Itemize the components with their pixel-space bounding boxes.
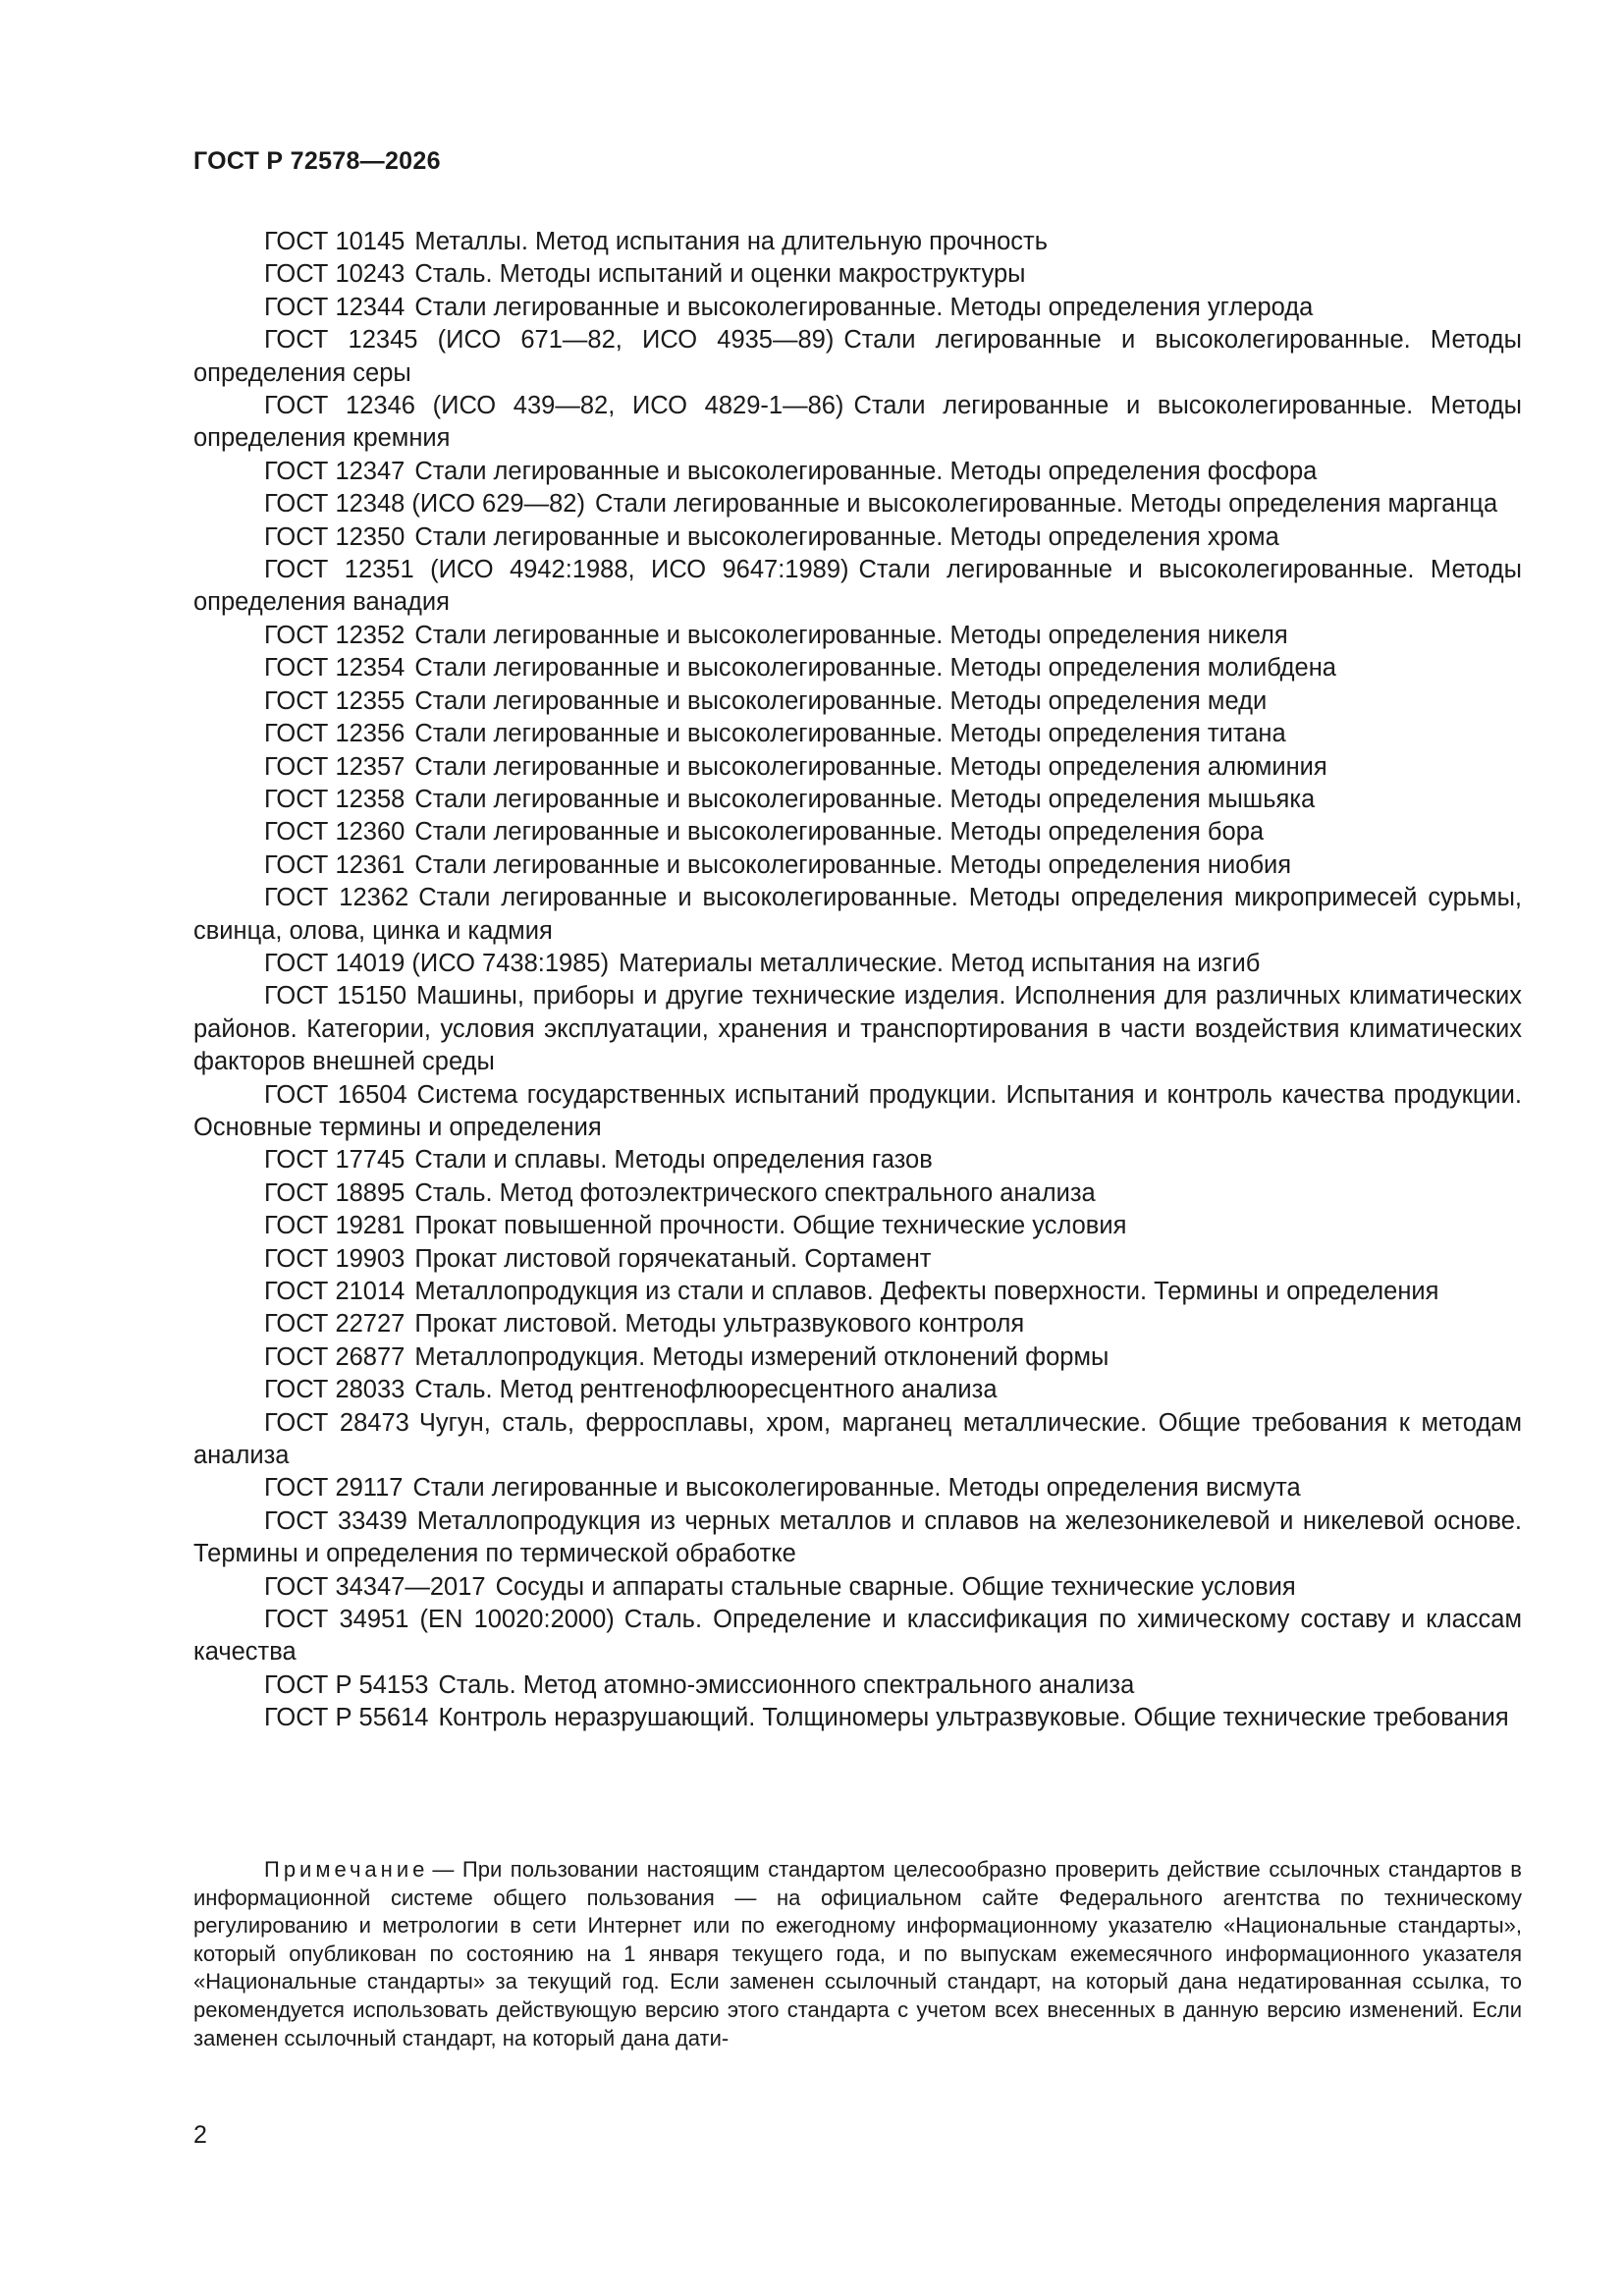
reference-title: Прокат листовой горячекатаный. Сортамент: [414, 1244, 932, 1273]
reference-title: Сталь. Метод рентгенофлюоресцентного анализа: [414, 1376, 998, 1404]
reference-item: [193, 1276, 1522, 1308]
reference-title: Стали легированные и высоколегированные. Методы определения бора: [414, 818, 1265, 847]
reference-item: [193, 1341, 1522, 1374]
reference-title: Машины, приборы и другие технические изделия. Исполнения для различных климатических районов. Категории, условия эксплуатации, хранения и транспортирования в части воздействия климатических факторов внешней среды: [193, 982, 1522, 1076]
reference-item: [193, 521, 1522, 554]
reference-title: Стали легированные и высоколегированные. Методы определения алюминия: [414, 752, 1327, 781]
reference-item: [193, 226, 1522, 258]
reference-title: Сталь. Определение и классификация по химическому составу и классам качества: [193, 1606, 1522, 1667]
reference-item: [193, 1571, 1522, 1604]
reference-code: ГОСТ 12354: [264, 654, 406, 683]
reference-item: [193, 1472, 1522, 1504]
reference-code: ГОСТ 17745: [264, 1146, 406, 1175]
reference-code: ГОСТ 12352: [264, 621, 406, 649]
reference-code: ГОСТ 19281: [264, 1212, 406, 1240]
reference-code: ГОСТ 26877: [264, 1342, 406, 1371]
reference-title: Стали легированные и высоколегированные. Методы определения фосфора: [414, 457, 1318, 485]
reference-code: ГОСТ 12351 (ИСО 4942:1988, ИСО 9647:1989): [264, 556, 849, 584]
reference-title: Стали легированные и высоколегированные. Методы определения ниобия: [414, 850, 1292, 879]
reference-code: ГОСТ 12357: [264, 752, 406, 781]
reference-code: ГОСТ 22727: [264, 1310, 406, 1339]
reference-title: Контроль неразрушающий. Толщиномеры ультразвуковые. Общие технические требования: [438, 1704, 1509, 1732]
reference-code: ГОСТ 16504: [264, 1080, 407, 1109]
reference-item: [193, 652, 1522, 684]
reference-code: ГОСТ 12344: [264, 293, 406, 321]
reference-item: [193, 948, 1522, 980]
reference-title: Стали легированные и высоколегированные. Методы определения кремния: [193, 392, 1523, 453]
reference-item: [193, 849, 1522, 882]
reference-item: [193, 685, 1522, 718]
reference-item: [193, 1407, 1522, 1473]
reference-title: Металлопродукция из стали и сплавов. Дефекты поверхности. Термины и определения: [414, 1278, 1439, 1305]
reference-title: Стали легированные и высоколегированные. Методы определения углерода: [414, 293, 1314, 321]
reference-title: Металлы. Метод испытания на длительную прочность: [414, 228, 1048, 255]
reference-title: Прокат повышенной прочности. Общие технические условия: [414, 1212, 1127, 1240]
reference-code: ГОСТ Р 54153: [264, 1670, 429, 1699]
reference-code: ГОСТ 12348 (ИСО 629—82): [264, 490, 585, 519]
reference-item: [193, 1177, 1522, 1210]
reference-code: ГОСТ 12361: [264, 850, 406, 879]
reference-title: Стали легированные и высоколегированные. Методы определения никеля: [414, 621, 1288, 649]
reference-code: ГОСТ 19903: [264, 1244, 406, 1273]
reference-title: Стали легированные и высоколегированные. Методы определения ванадия: [193, 556, 1522, 617]
reference-code: ГОСТ 12360: [264, 818, 406, 847]
note-paragraph: [193, 1856, 1522, 2052]
normative-references-list: [193, 226, 1522, 1735]
reference-code: ГОСТ 34951 (EN 10020:2000): [264, 1606, 615, 1634]
reference-title: Стали и сплавы. Методы определения газов: [414, 1146, 933, 1175]
reference-code: ГОСТ 21014: [264, 1278, 406, 1305]
reference-title: Стали легированные и высоколегированные. Методы определения титана: [414, 720, 1286, 748]
page-number: 2: [193, 2121, 207, 2149]
reference-title: Стали легированные и высоколегированные. Методы определения молибдена: [414, 654, 1336, 683]
reference-code: ГОСТ 12362: [264, 884, 409, 912]
reference-code: ГОСТ 15150: [264, 982, 407, 1011]
reference-item: [193, 1669, 1522, 1702]
reference-item: [193, 324, 1522, 390]
reference-title: Стали легированные и высоколегированные. Методы определения мышьяка: [414, 785, 1316, 813]
reference-item: [193, 882, 1522, 948]
reference-code: ГОСТ 12345 (ИСО 671—82, ИСО 4935—89): [264, 326, 835, 355]
reference-code: ГОСТ 33439: [264, 1506, 407, 1535]
reference-item: [193, 784, 1522, 816]
reference-code: ГОСТ 12346 (ИСО 439—82, ИСО 4829-1—86): [264, 392, 844, 420]
reference-code: ГОСТ 14019 (ИСО 7438:1985): [264, 949, 610, 977]
reference-item: [193, 390, 1522, 456]
reference-item: [193, 456, 1522, 488]
document-header-code: ГОСТ Р 72578—2026: [193, 147, 441, 175]
reference-code: ГОСТ 12350: [264, 522, 406, 551]
reference-title: Металлопродукция. Методы измерений отклонений формы: [414, 1342, 1109, 1371]
reference-item: [193, 980, 1522, 1078]
reference-code: ГОСТ 12347: [264, 457, 406, 485]
reference-title: Стали легированные и высоколегированные. Методы определения серы: [193, 326, 1523, 387]
reference-item: [193, 1505, 1522, 1571]
reference-title: Металлопродукция из черных металлов и сплавов на железоникелевой и никелевой основе. Термины и определения по термической обработке: [193, 1506, 1522, 1568]
reference-item: [193, 1702, 1522, 1734]
reference-item: [193, 620, 1522, 652]
reference-code: ГОСТ 12356: [264, 720, 406, 748]
reference-title: Сталь. Метод атомно-эмиссионного спектрального анализа: [438, 1670, 1135, 1699]
reference-title: Прокат листовой. Методы ультразвукового контроля: [414, 1310, 1025, 1339]
reference-code: ГОСТ 28033: [264, 1376, 406, 1404]
reference-item: [193, 718, 1522, 750]
reference-item: [193, 751, 1522, 784]
reference-item: [193, 1308, 1522, 1340]
reference-code: ГОСТ 10145: [264, 228, 406, 255]
note-text: — При пользовании настоящим стандартом целесообразно проверить действие ссылочных стандартов в информационной системе общего пользования — на официальном сайте Федерального агентства по техническому регулированию и метрологии в сети Интернет или по ежегодному информационному указателю «Национальные стандарты», который опубликован по состоянию на 1 января текущего года, и по выпускам ежемесячного информационного указателя «Национальные стандарты» за текущий год. Если заменен ссылочный стандарт, на который дана недатированная ссылка, то рекомендуется использовать действующую версию этого стандарта с учетом всех внесенных в данную версию изменений. Если заменен ссылочный стандарт, на который дана дати-: [193, 1857, 1522, 2050]
reference-code: ГОСТ 12355: [264, 686, 406, 715]
reference-title: Стали легированные и высоколегированные. Методы определения хрома: [414, 522, 1279, 551]
reference-title: Сталь. Метод фотоэлектрического спектрального анализа: [414, 1178, 1096, 1207]
reference-title: Стали легированные и высоколегированные. Методы определения висмута: [412, 1474, 1301, 1503]
reference-title: Стали легированные и высоколегированные. Методы определения меди: [414, 686, 1268, 715]
reference-code: ГОСТ 10243: [264, 260, 406, 289]
reference-code: ГОСТ 18895: [264, 1178, 406, 1207]
reference-item: [193, 1604, 1522, 1669]
reference-title: Материалы металлические. Метод испытания на изгиб: [619, 949, 1261, 977]
reference-item: [193, 488, 1522, 520]
reference-title: Сталь. Методы испытаний и оценки макроструктуры: [414, 260, 1026, 289]
reference-item: [193, 554, 1522, 620]
reference-item: [193, 258, 1522, 291]
reference-code: ГОСТ Р 55614: [264, 1704, 429, 1732]
reference-item: [193, 1210, 1522, 1242]
reference-title: Стали легированные и высоколегированные. Методы определения микропримесей сурьмы, свинца, олова, цинка и кадмия: [193, 884, 1522, 945]
reference-item: [193, 816, 1522, 848]
reference-code: ГОСТ 34347—2017: [264, 1572, 486, 1601]
reference-title: Сосуды и аппараты стальные сварные. Общие технические условия: [495, 1572, 1296, 1601]
reference-code: ГОСТ 29117: [264, 1474, 404, 1503]
reference-title: Чугун, сталь, ферросплавы, хром, марганец металлические. Общие требования к методам анализа: [193, 1408, 1522, 1470]
reference-title: Система государственных испытаний продукции. Испытания и контроль качества продукции. Основные термины и определения: [193, 1080, 1522, 1141]
reference-item: [193, 1079, 1522, 1145]
note-label: Примечание: [264, 1857, 429, 1882]
reference-item: [193, 1144, 1522, 1176]
reference-item: [193, 1374, 1522, 1406]
reference-item: [193, 1243, 1522, 1276]
reference-item: [193, 292, 1522, 324]
reference-title: Стали легированные и высоколегированные. Методы определения марганца: [594, 490, 1498, 519]
reference-code: ГОСТ 28473: [264, 1408, 409, 1437]
reference-code: ГОСТ 12358: [264, 785, 406, 813]
